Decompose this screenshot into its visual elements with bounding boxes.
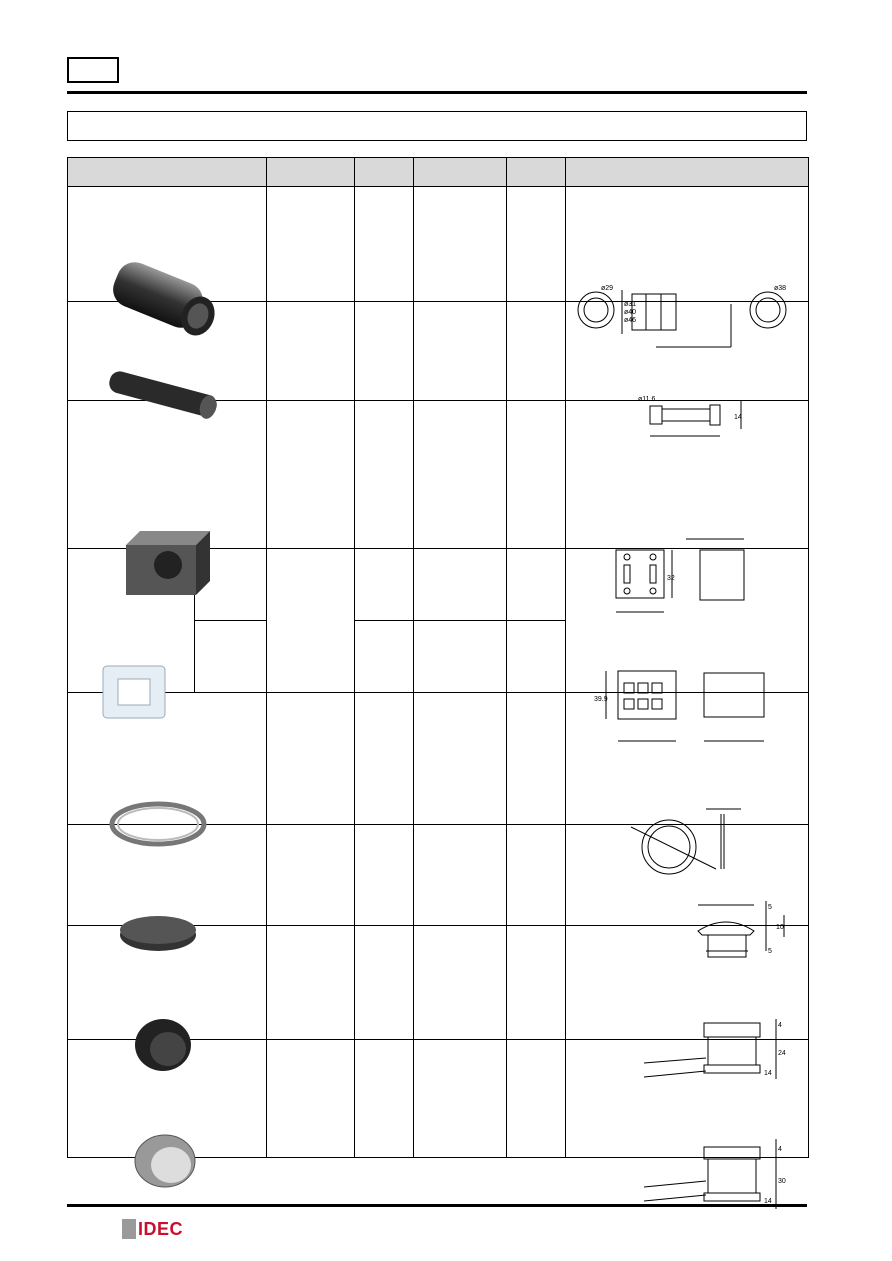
dimension-label: 5	[768, 904, 772, 911]
dimension-label: 30	[778, 1177, 786, 1185]
dimension-label: ø46	[624, 317, 637, 324]
dimension-label: 14	[764, 1197, 772, 1205]
dimension-label: 14	[734, 414, 742, 421]
column-header	[566, 158, 809, 187]
dimension-label: 10	[776, 924, 784, 931]
column-header	[414, 158, 507, 187]
accessories-table	[67, 157, 809, 1205]
header-rule	[67, 91, 807, 94]
column-header	[68, 158, 267, 187]
dimension-label: ø11.6	[638, 396, 656, 403]
idec-logo	[122, 1219, 183, 1239]
dimension-label: ø31	[624, 301, 637, 308]
column-header	[507, 158, 566, 187]
title-box	[67, 111, 807, 141]
dimension-label: 24	[778, 1049, 786, 1057]
dimension-label: 4	[778, 1145, 782, 1153]
dimension-label: 4	[778, 1021, 782, 1029]
dimension-label: ø40	[624, 309, 637, 316]
dimension-label: 5	[768, 948, 772, 955]
footer-rule	[67, 1204, 807, 1207]
table-row	[68, 187, 809, 302]
dimension-label: 14	[764, 1069, 772, 1077]
dimension-label: 39.9	[594, 695, 608, 703]
section-tag-box	[67, 57, 119, 83]
logo-text: IDEC	[138, 1219, 184, 1239]
dimension-label: 32	[667, 574, 675, 582]
column-header	[355, 158, 414, 187]
dimension-label: ø38	[774, 285, 787, 292]
dimension-label: ø29	[601, 285, 614, 292]
table-header-row	[68, 158, 809, 187]
logo-mark-icon	[122, 1219, 136, 1239]
column-header	[267, 158, 355, 187]
